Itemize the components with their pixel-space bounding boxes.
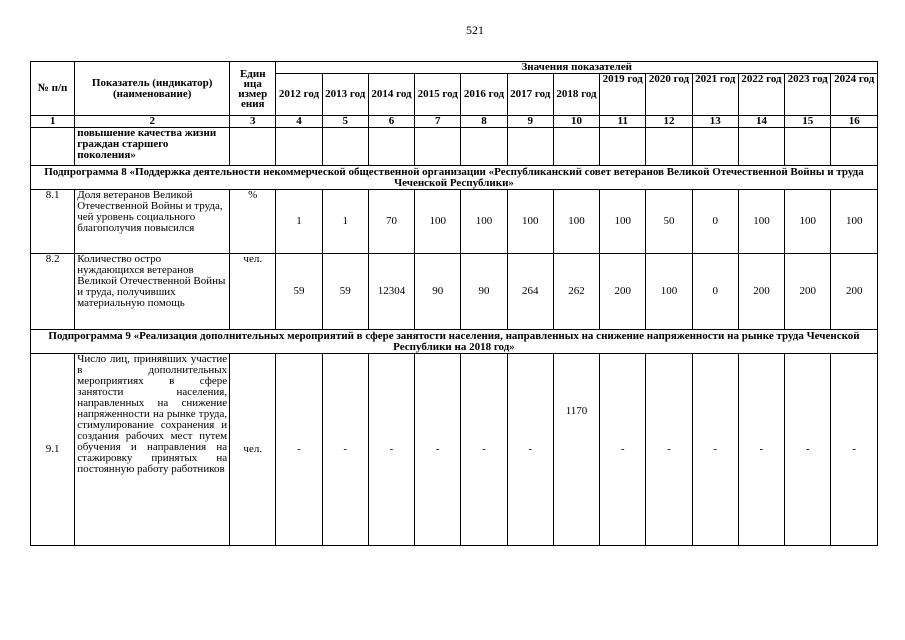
row-indicator: Доля ветеранов Великой Отечественной Войны и труда, чей уровень социального благополучия повысился (75, 190, 230, 254)
column-number: 8 (461, 116, 507, 128)
header-year: 2013 год (322, 74, 368, 116)
row-value: 264 (507, 254, 553, 330)
header-year: 2015 год (415, 74, 461, 116)
header-unit: Един ица измер ения (230, 62, 276, 116)
header-year: 2021 год (692, 74, 738, 116)
subprogram-8-title: Подпрограмма 8 «Поддержка деятельности некоммерческой общественной организации «Республиканский совет ветеранов Великой Отечественной Войны и труда Чеченской Республики» (31, 166, 878, 190)
row-value: 200 (785, 254, 831, 330)
row-value: 100 (553, 190, 599, 254)
header-year: 2018 год (553, 74, 599, 116)
row-value: 100 (461, 190, 507, 254)
header-year: 2022 год (738, 74, 784, 116)
row-value: 0 (692, 254, 738, 330)
subprogram-8-row (31, 166, 878, 190)
row-value: 200 (738, 254, 784, 330)
row-value: - (692, 354, 738, 546)
row-value: 200 (831, 254, 878, 330)
row-value: - (646, 354, 692, 546)
column-number: 7 (415, 116, 461, 128)
column-number: 15 (785, 116, 831, 128)
column-number: 3 (230, 116, 276, 128)
column-number: 12 (646, 116, 692, 128)
row-value: 1170 (553, 354, 599, 546)
row-num: 8.2 (31, 254, 75, 330)
header-year: 2014 год (368, 74, 414, 116)
row-value: 100 (831, 190, 878, 254)
row-value: 100 (415, 190, 461, 254)
row-unit: чел. (230, 254, 276, 330)
table-row (31, 190, 878, 254)
row-value: 1 (276, 190, 322, 254)
row-num: 8.1 (31, 190, 75, 254)
column-number: 2 (75, 116, 230, 128)
header-year: 2024 год (831, 74, 878, 116)
column-number: 9 (507, 116, 553, 128)
row-value: 1 (322, 190, 368, 254)
header-year: 2017 год (507, 74, 553, 116)
row-unit: % (230, 190, 276, 254)
column-number-row (31, 116, 878, 128)
column-number: 5 (322, 116, 368, 128)
row-value: 90 (415, 254, 461, 330)
row-indicator: Количество остро нуждающихся ветеранов Великой Отечественной Войны и труда, получивших материальную помощь (75, 254, 230, 330)
table-row-carry (31, 128, 878, 166)
column-number: 4 (276, 116, 322, 128)
row-value: 100 (738, 190, 784, 254)
column-number: 11 (600, 116, 646, 128)
row-value: - (276, 354, 322, 546)
column-number: 16 (831, 116, 878, 128)
row-value: 59 (276, 254, 322, 330)
row-num: 9.1 (31, 354, 75, 546)
row-value: - (738, 354, 784, 546)
row-value: - (368, 354, 414, 546)
table-row (31, 354, 878, 546)
row-indicator: Число лиц, принявших участие в дополнительных мероприятиях в сфере занятости населения, направленных на снижение напряженности на рынке труда, стимулирование сохранения и создания рабочих мест путем обучения и направления на стажировку принятых на постоянную работу работников (75, 354, 230, 546)
row-value: 100 (785, 190, 831, 254)
row-value: 50 (646, 190, 692, 254)
column-number: 13 (692, 116, 738, 128)
row-value: 90 (461, 254, 507, 330)
header-num: № п/п (31, 62, 75, 116)
indicators-table (30, 61, 878, 546)
subprogram-9-row (31, 330, 878, 354)
column-number: 10 (553, 116, 599, 128)
column-number: 14 (738, 116, 784, 128)
row-value: 200 (600, 254, 646, 330)
row-value: 70 (368, 190, 414, 254)
header-year: 2016 год (461, 74, 507, 116)
column-number: 1 (31, 116, 75, 128)
row-value: 262 (553, 254, 599, 330)
header-year: 2019 год (600, 74, 646, 116)
row-value: 100 (507, 190, 553, 254)
row-value: - (831, 354, 878, 546)
row-value: 100 (646, 254, 692, 330)
row-value: - (785, 354, 831, 546)
table-row (31, 254, 878, 330)
row-value: 100 (600, 190, 646, 254)
header-year: 2023 год (785, 74, 831, 116)
page-number: 521 (466, 23, 484, 37)
subprogram-9-title: Подпрограмма 9 «Реализация дополнительных мероприятий в сфере занятости населения, направленных на снижение напряженности на рынке труда Чеченской Республики на 2018 год» (31, 330, 878, 354)
header-year: 2012 год (276, 74, 322, 116)
row-unit: чел. (230, 354, 276, 546)
row-value: 59 (322, 254, 368, 330)
row-value: - (507, 354, 553, 546)
row-value: - (322, 354, 368, 546)
row-indicator: повышение качества жизни граждан старшего поколения» (75, 128, 230, 166)
row-value: - (415, 354, 461, 546)
header-year: 2020 год (646, 74, 692, 116)
row-value: - (461, 354, 507, 546)
header-values-group: Значения показателей (276, 62, 878, 74)
column-number: 6 (368, 116, 414, 128)
header-indicator: Показатель (индикатор) (наименование) (75, 62, 230, 116)
row-value: 12304 (368, 254, 414, 330)
row-value: - (600, 354, 646, 546)
row-value: 0 (692, 190, 738, 254)
